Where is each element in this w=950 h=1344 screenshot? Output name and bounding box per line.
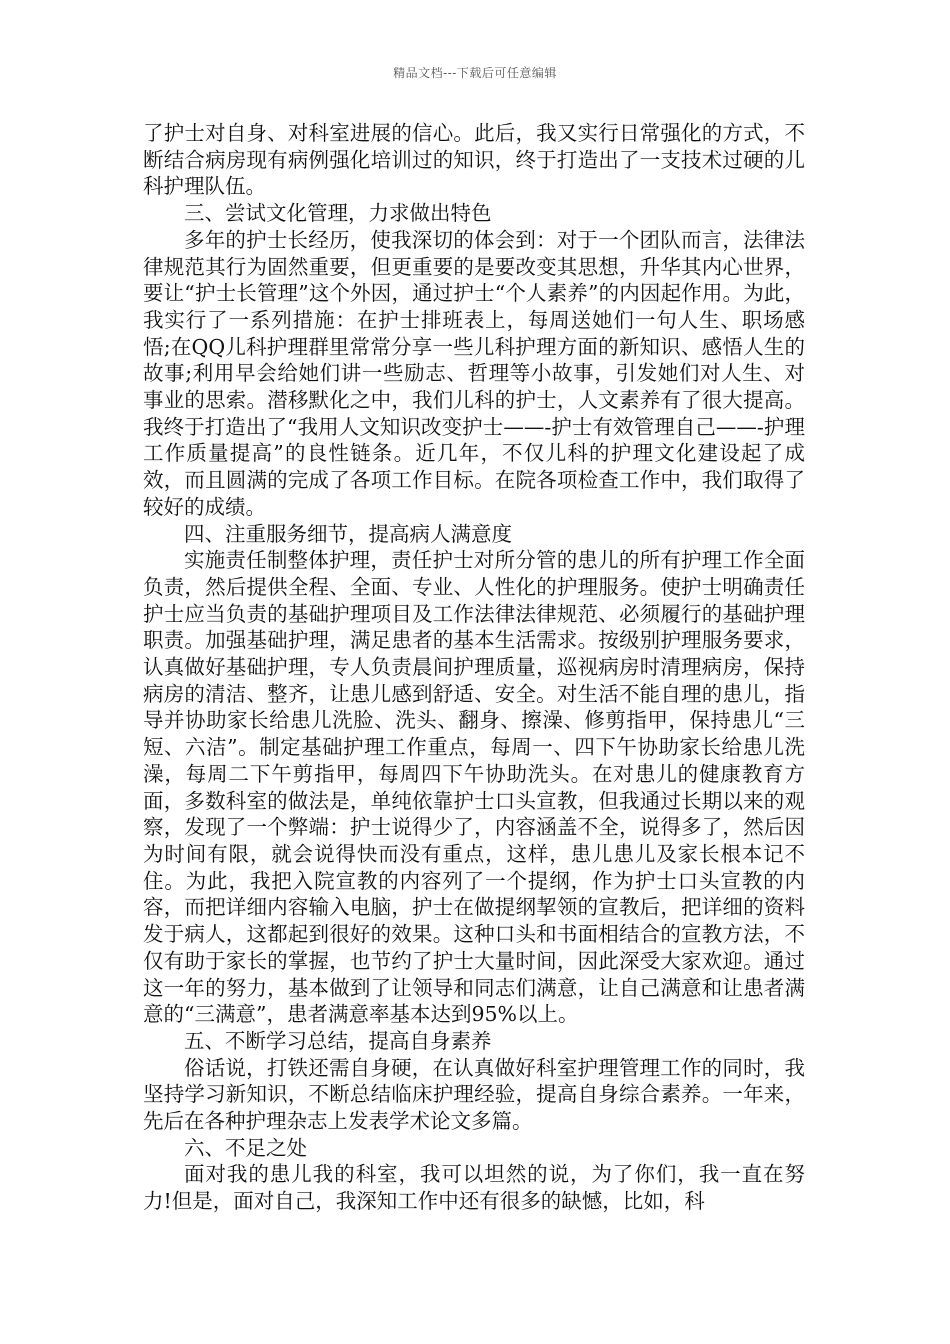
- paragraph: 面对我的患儿我的科室，我可以坦然的说，为了你们，我一直在努力!但是，面对自己，我深知工作中还有很多的缺憾，比如，科: [143, 1162, 805, 1214]
- section-heading: 四、注重服务细节，提高病人满意度: [184, 521, 512, 546]
- paragraph: 俗话说，打铁还需自身硬，在认真做好科室护理管理工作的同时，我坚持学习新知识，不断总结临床护理经验，提高自身综合素养。一年来，先后在各种护理杂志上发表学术论文多篇。: [143, 1055, 805, 1134]
- section-heading: 六、不足之处: [184, 1135, 307, 1160]
- paragraph: 实施责任制整体护理，责任护士对所分管的患儿的所有护理工作全面负责，然后提供全程、全面、专业、人性化的护理服务。使护士明确责任护士应当负责的基础护理项目及工作法律法律规范、必须履行的基础护理职责。加强基础护理，满足患者的基本生活需求。按级别护理服务要求，认真做好基础护理，专人负责晨间护理质量，巡视病房时清理病房，保持病房的清洁、整齐，让患儿感到舒适、安全。对生活不能自理的患儿，指导并协助家长给患儿洗脸、洗头、翻身、擦澡、修剪指甲，保持患儿“三短、六洁”。制定基础护理工作重点，每周一、四下午协助家长给患儿洗澡，每周二下午剪指甲，每周四下午协助洗头。在对患儿的健康教育方面，多数科室的做法是，单纯依靠护士口头宣教，但我通过长期以来的观察，发现了一个弊端：护士说得少了，内容涵盖不全，说得多了，然后因为时间有限，就会说得快而没有重点，这样，患儿患儿及家长根本记不住。为此，我把入院宣教的内容列了一个提纲，作为护士口头宣教的内容，而把详细内容输入电脑，护士在做提纲挈领的宣教后，把详细的资料发于病人，这都起到很好的效果。这种口头和书面相结合的宣教方法，不仅有助于家长的掌握，也节约了护士大量时间，因此深受大家欢迎。通过这一年的努力，基本做到了让领导和同志们满意，让自己满意和让患者满意的“三满意”，患者满意率基本达到95%以上。: [143, 548, 805, 1027]
- paragraph: 多年的护士长经历，使我深切的体会到：对于一个团队而言，法律法律规范其行为固然重要，但更重要的是要改变其思想，升华其内心世界，要让“护士长管理”这个外因，通过护士“个人素养”的内因起作用。为此，我实行了一系列措施：在护士排班表上，每周送她们一句人生、职场感悟;在QQ儿科护理群里常常分享一些儿科护理方面的新知识、感悟人生的故事;利用早会给她们讲一些励志、哲理等小故事，引发她们对人生、对事业的思索。潜移默化之中，我们儿科的护士，人文素养有了很大提高。我终于打造出了“我用人文知识改变护士——-护士有效管理自己——-护理工作质量提高”的良性链条。近几年，不仅儿科的护理文化建设起了成效，而且圆满的完成了各项工作目标。在院各项检查工作中，我们取得了较好的成绩。: [143, 227, 805, 519]
- page-header: 精品文档---下载后可任意编辑: [393, 66, 557, 80]
- section-heading: 三、尝试文化管理，力求做出特色: [184, 201, 492, 226]
- section-heading: 五、不断学习总结，提高自身素养: [184, 1028, 492, 1053]
- paragraph: 了护士对自身、对科室进展的信心。此后，我又实行日常强化的方式，不断结合病房现有病例强化培训过的知识，终于打造出了一支技术过硬的儿科护理队伍。: [143, 121, 805, 199]
- document-body: [143, 120, 805, 1215]
